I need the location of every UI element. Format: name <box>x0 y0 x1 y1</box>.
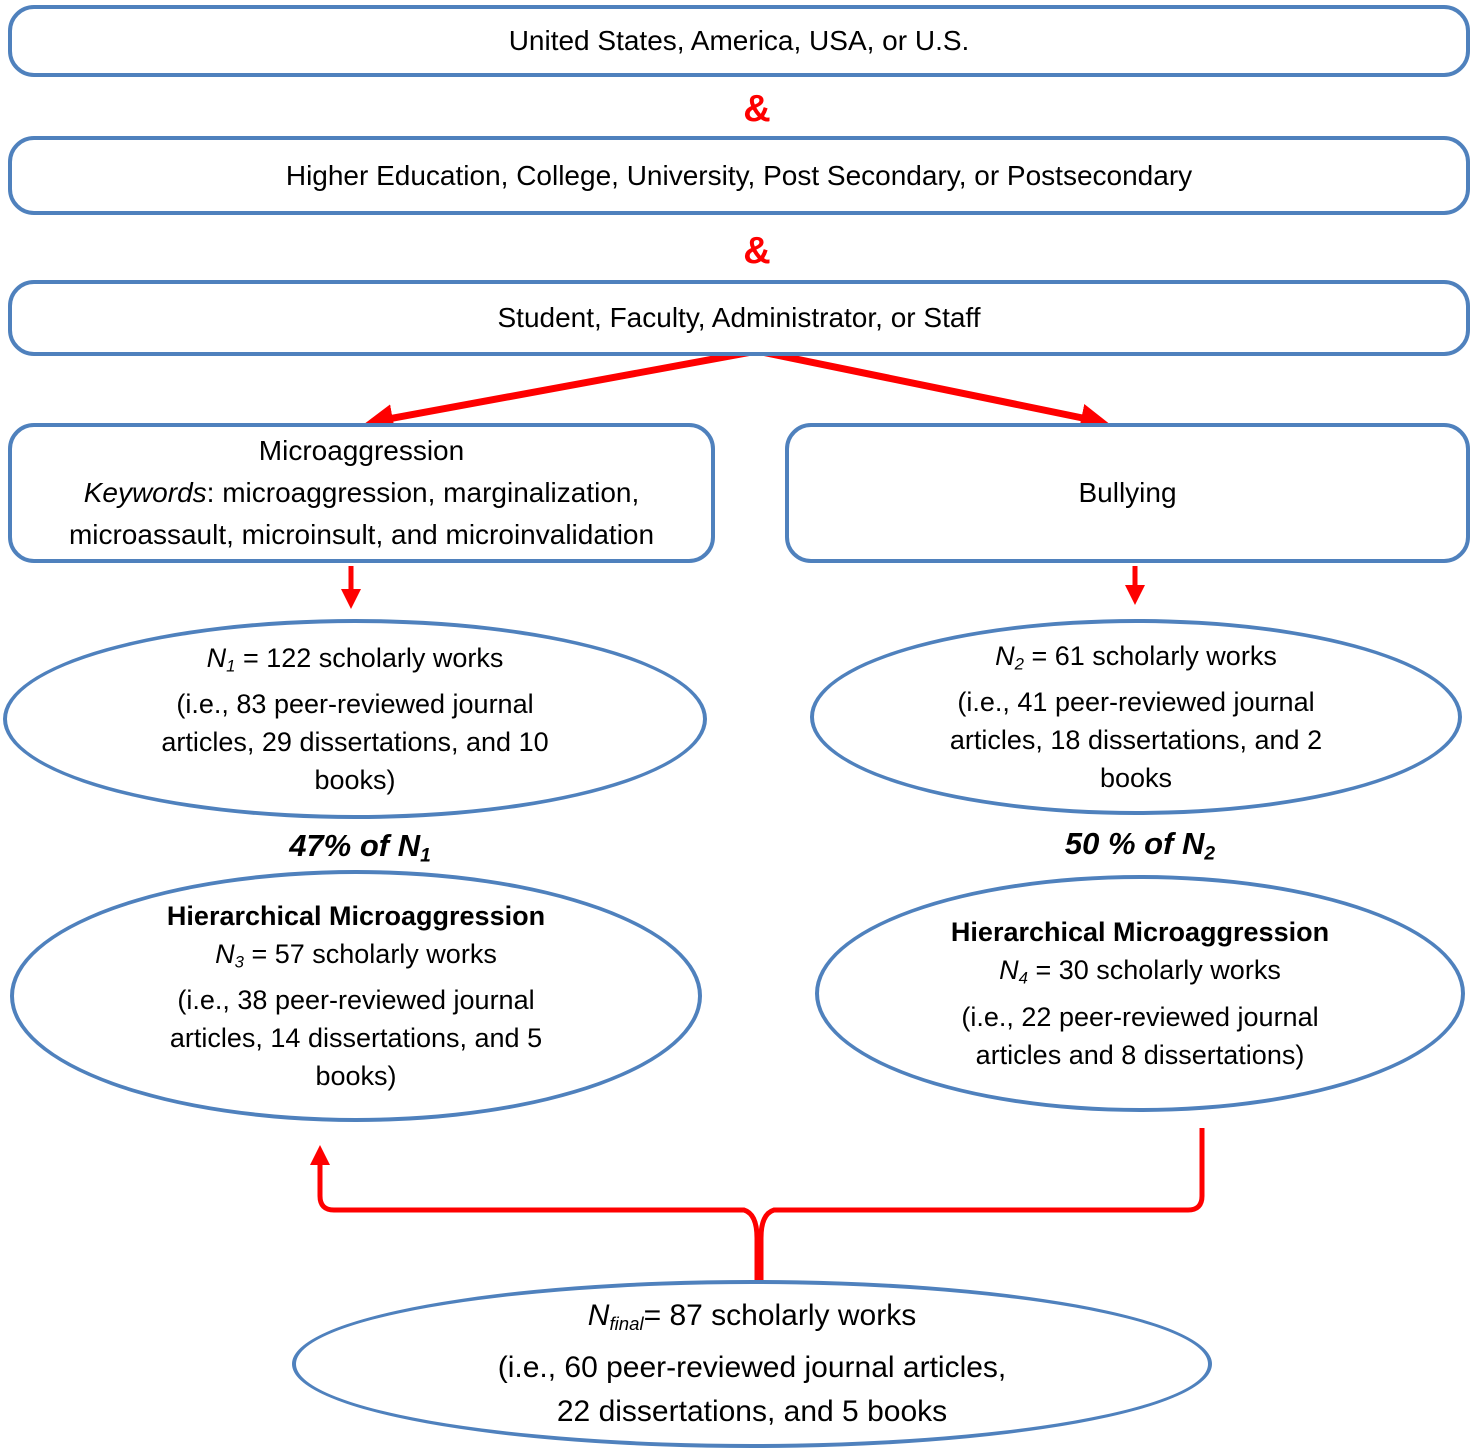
n3-subscript: 3 <box>234 952 244 972</box>
n4-title: Hierarchical Microaggression <box>950 917 1330 948</box>
merge-bracket-right <box>761 1128 1202 1282</box>
result-ellipse-n3 <box>10 870 702 1122</box>
final-variable: N <box>587 1298 610 1332</box>
bullying-title: Bullying <box>1078 477 1177 508</box>
branch-box-bullying <box>785 423 1470 563</box>
n1-count-line <box>207 639 504 686</box>
n3-detail-line1: (i.e., 38 peer-reviewed journal <box>177 985 535 1016</box>
percent-n1-subscript: 1 <box>420 845 431 867</box>
n3-variable: N <box>215 938 235 969</box>
n1-variable: N <box>206 642 227 673</box>
n2-subscript: 2 <box>1014 654 1024 674</box>
result-ellipse-final <box>292 1280 1212 1448</box>
n3-detail-line2: articles, 14 dissertations, and 5 <box>169 1023 543 1054</box>
percent-n2-variable: N <box>1182 826 1205 861</box>
keywords-label: Keywords <box>83 477 207 508</box>
search-term-education-text: Higher Education, College, University, Post Secondary, or Postsecondary <box>285 159 1193 191</box>
search-term-box-education <box>8 136 1470 215</box>
n1-detail-line1: (i.e., 83 peer-reviewed journal <box>176 689 534 720</box>
n1-detail-line2: articles, 29 dissertations, and 10 <box>161 727 549 758</box>
n1-detail-line3: books) <box>314 765 396 796</box>
final-count-line <box>588 1294 916 1346</box>
n4-subscript: 4 <box>1018 968 1028 988</box>
keywords-text: : microaggression, marginalization, <box>206 477 640 508</box>
n2-equals-text: = 61 scholarly works <box>1023 640 1277 671</box>
result-ellipse-n1 <box>3 619 707 819</box>
n4-detail-line1: (i.e., 22 peer-reviewed journal <box>961 1001 1319 1032</box>
branch-box-microaggression <box>8 423 715 563</box>
final-detail-line1: (i.e., 60 peer-reviewed journal articles, <box>497 1351 1007 1385</box>
n3-count-line <box>215 935 497 982</box>
n2-detail-line1: (i.e., 41 peer-reviewed journal <box>957 687 1315 718</box>
microaggression-keywords-line2: microassault, microinsult, and microinvalidation <box>68 519 655 550</box>
percent-n1-text: 47% of <box>289 828 398 863</box>
result-ellipse-n4 <box>815 875 1465 1112</box>
percent-label-n2 <box>840 824 1440 874</box>
n1-equals-text: = 122 scholarly works <box>235 642 504 673</box>
result-ellipse-n2 <box>810 619 1462 815</box>
n2-detail-line3: books <box>1099 763 1173 794</box>
n4-variable: N <box>999 955 1019 986</box>
search-term-location-text: United States, America, USA, or U.S. <box>508 25 970 56</box>
final-equals-text: = 87 scholarly works <box>643 1298 917 1332</box>
search-term-box-population <box>8 280 1470 356</box>
and-operator-1: & <box>743 88 771 130</box>
microaggression-keywords-line1 <box>84 472 640 514</box>
merge-bracket-left <box>320 1150 757 1282</box>
n2-variable: N <box>995 640 1015 671</box>
n4-equals-text: = 30 scholarly works <box>1027 955 1281 986</box>
branch-arrow-left <box>372 351 757 422</box>
percent-label-n1 <box>60 826 660 876</box>
branch-arrow-right <box>757 351 1102 422</box>
percent-n2-text: 50 % of <box>1064 826 1183 861</box>
percent-n2-subscript: 2 <box>1204 843 1216 865</box>
final-detail-line2: 22 dissertations, and 5 books <box>556 1395 948 1429</box>
percent-n1-variable: N <box>397 828 421 863</box>
n3-equals-text: = 57 scholarly works <box>243 938 497 969</box>
and-operator-2: & <box>743 230 771 272</box>
microaggression-title: Microaggression <box>258 435 465 466</box>
n1-subscript: 1 <box>226 656 236 676</box>
n4-detail-line2: articles and 8 dissertations) <box>975 1039 1305 1070</box>
final-subscript: final <box>609 1313 644 1335</box>
n4-count-line <box>999 951 1281 998</box>
search-term-population-text: Student, Faculty, Administrator, or Staff <box>497 302 981 333</box>
n2-detail-line2: articles, 18 dissertations, and 2 <box>949 725 1323 756</box>
n2-count-line <box>995 637 1277 684</box>
n3-detail-line3: books) <box>315 1061 397 1092</box>
n3-title: Hierarchical Microaggression <box>166 900 546 931</box>
search-term-box-location <box>8 5 1470 77</box>
